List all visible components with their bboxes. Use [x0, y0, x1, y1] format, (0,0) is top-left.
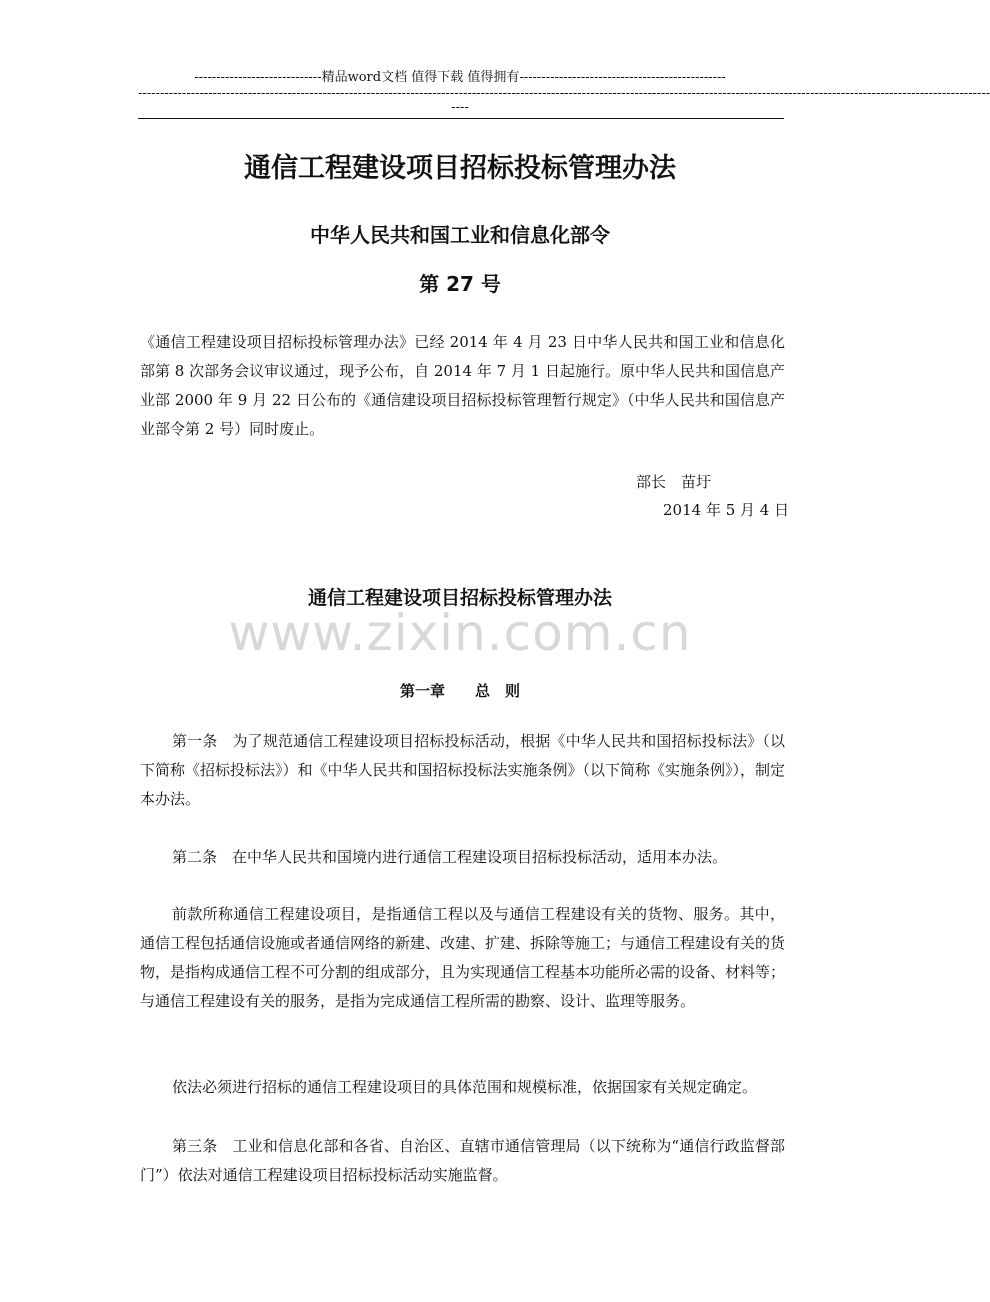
order-number: 第 27 号 — [419, 272, 501, 296]
article-paragraph: 第一条 为了规范通信工程建设项目招标投标活动，根据《中华人民共和国招标投标法》（以下简称《招标投标法》）和《中华人民共和国招标投标法实施条例》（以下简称《实施条例》），制定本办法。 — [140, 732, 786, 808]
watermark: www.zixin.com.cn — [228, 604, 692, 662]
header-divider — [138, 118, 784, 119]
signatory: 部长 苗圩 — [636, 473, 712, 491]
regulation-title: 通信工程建设项目招标投标管理办法 — [307, 587, 612, 609]
article-paragraph: 前款所称通信工程建设项目，是指通信工程以及与通信工程建设有关的货物、服务。其中，通信工程包括通信设施或者通信网络的新建、改建、扩建、拆除等施工；与通信工程建设有关的货物，是指构成通信工程不可分割的组成部分，且为实现通信工程基本功能所必需的设备、材料等；与通信工程建设有关的服务，是指为完成通信工程所需的勘察、设计、监理等服务。 — [140, 905, 786, 1010]
article-paragraph: 依法必须进行招标的通信工程建设项目的具体范围和规模标准，依据国家有关规定确定。 — [172, 1078, 758, 1096]
article-paragraph: 第二条 在中华人民共和国境内进行通信工程建设项目招标投标活动，适用本办法。 — [172, 848, 728, 866]
article-paragraph: 第三条 工业和信息化部和各省、自治区、直辖市通信管理局（以下统称为“通信行政监督部门”）依法对通信工程建设项目招标投标活动实施监督。 — [140, 1137, 785, 1184]
page-header-banner: -----------------------------精品word文档 值得下载 值得拥有----------------------------------------------- — [194, 70, 726, 85]
signature-date: 2014 年 5 月 4 日 — [663, 501, 790, 519]
page-header-dashes-tail: ---- — [451, 100, 469, 115]
issuing-authority: 中华人民共和国工业和信息化部令 — [310, 223, 610, 247]
page-header-dashes: -------------------------------------------------------------------------------------------------------------------------------------------------------------------------------------------------- — [138, 86, 990, 101]
chapter-heading: 第一章 总 则 — [399, 682, 520, 700]
preamble-paragraph: 《通信工程建设项目招标投标管理办法》已经 2014 年 4 月 23 日中华人民共和国工业和信息化部第 8 次部务会议审议通过，现予公布，自 2014 年 7 月 1 日起施行。原中华人民共和国信息产业部 2000 年 9 月 22 日公布的《通信建设项目招标投标管理暂行规定》（中华人民共和国信息产业部令第 2 号）同时废止。 — [140, 333, 785, 438]
document-title: 通信工程建设项目招标投标管理办法 — [244, 153, 676, 184]
